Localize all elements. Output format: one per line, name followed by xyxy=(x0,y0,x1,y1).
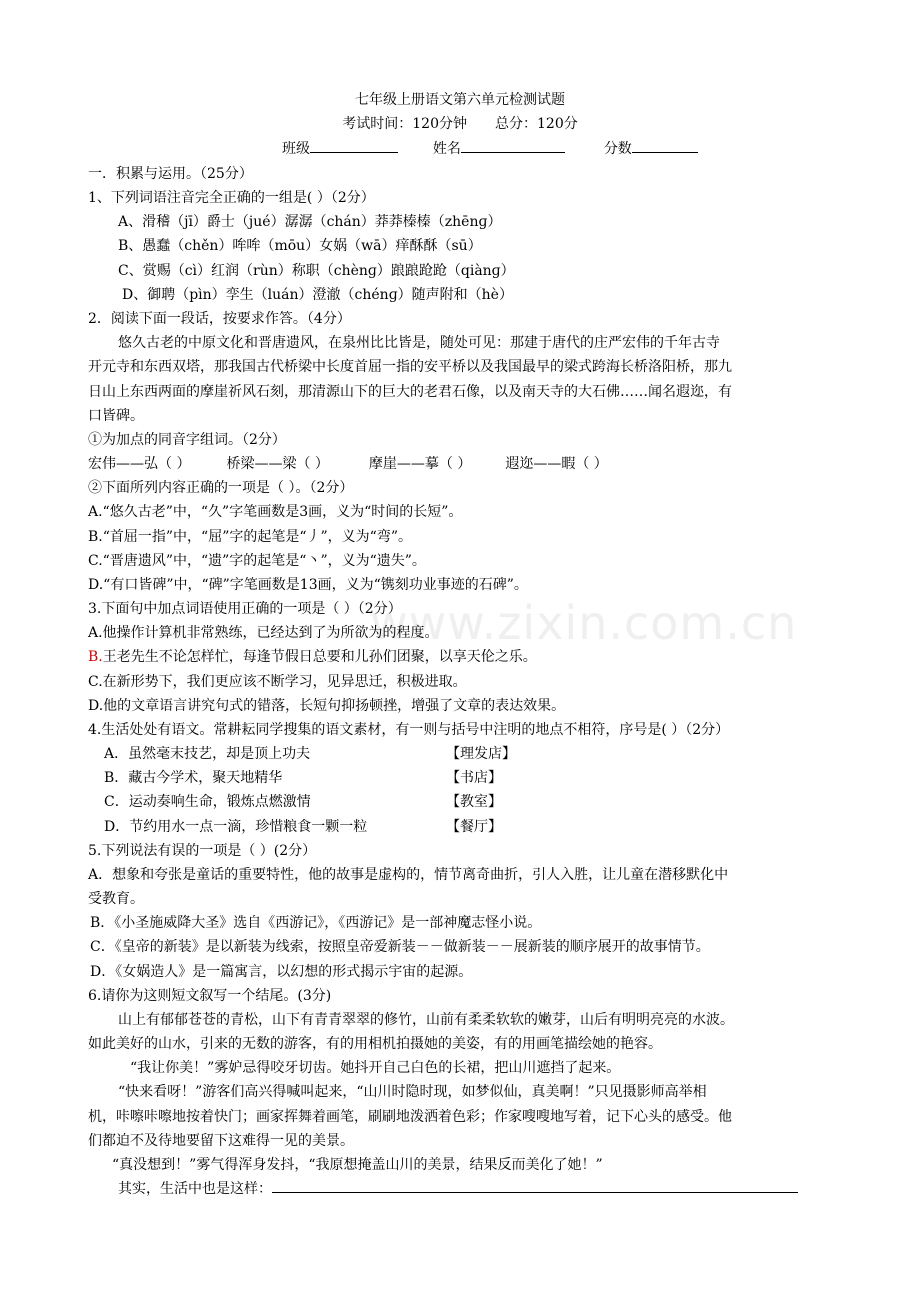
student-info-row xyxy=(282,137,850,161)
story-line: 山上有郁郁苍苍的青松，山下有青青翠翠的修竹，山前有柔柔软软的嫩芽，山后有明明亮亮的水波。 xyxy=(118,1012,734,1028)
question-4-option-b[interactable] xyxy=(104,766,850,790)
homophone-item[interactable]: 宏伟——弘（ ） xyxy=(88,456,191,472)
story-line: “快来看呀！”游客们高兴得喊叫起来，“山川时隐时现，如梦似仙，真美啊！”只见摄影师高举相 xyxy=(118,1084,707,1100)
class-label: 班级 xyxy=(282,141,310,157)
question-2-option-d[interactable]: D.“有口皆碑”中，“碑”字笔画数是13画，义为“镌刻功业事迹的石碑”。 xyxy=(88,577,528,593)
exam-total: 总分：120分 xyxy=(495,116,578,132)
question-1-stem: 1、下列词语注音完全正确的一组是( ）（2分） xyxy=(88,190,375,206)
option-text: A．虽然毫末技艺，却是顶上功夫 xyxy=(104,746,311,762)
question-1-option-b[interactable]: B、愚蠢（chěn）哞哞（mōu）女娲（wā）痒酥酥（sū） xyxy=(118,238,482,254)
question-5-option-a-cont: 受教育。 xyxy=(88,891,144,907)
ending-row xyxy=(118,1177,850,1201)
exam-time: 考试时间：120分钟 xyxy=(342,116,467,132)
option-text: 王老先生不论怎样忙，每逢节假日总要和儿孙们团聚，以享天伦之乐。 xyxy=(102,649,537,665)
question-3-option-d[interactable]: D.他的文章语言讲究句式的错落，长短句抑扬顿挫，增强了文章的表达效果。 xyxy=(88,698,566,714)
question-2-sub-1: ①为加点的同音字组词。（2分） xyxy=(88,432,286,448)
option-place: 【书店】 xyxy=(446,770,502,786)
passage-line: 开元寺和东西双塔，那我国古代桥梁中长度首屈一指的安平桥以及我国最早的梁式跨海长桥洛阳桥，那九 xyxy=(88,359,732,375)
exam-title: 七年级上册语文第六单元检测试题 xyxy=(355,92,565,108)
question-2-stem: 2．阅读下面一段话，按要求作答。（4分） xyxy=(88,311,351,327)
story-line: 们都迫不及待地要留下这难得一见的美景。 xyxy=(88,1133,354,1149)
name-label: 姓名 xyxy=(432,141,461,157)
question-2-option-c[interactable]: C.“晋唐遗风”中，“遗”字的起笔是“丶”，义为“遗失”。 xyxy=(88,553,426,569)
question-5-stem: 5.下列说法有误的一项是（ ）(2分） xyxy=(88,843,317,859)
option-text: B．藏古今学术，聚天地精华 xyxy=(104,770,283,786)
question-4-option-a[interactable] xyxy=(104,742,850,766)
question-1-option-d[interactable]: D、御聘（pìn）孪生（luán）澄澈（chénɡ）随声附和（hè） xyxy=(122,287,513,303)
passage-line: 口皆碑。 xyxy=(88,408,144,424)
question-6-stem: 6.请你为这则短文叙写一个结尾。(3分) xyxy=(88,988,332,1004)
question-5-option-b[interactable]: B．《小圣施威降大圣》选自《西游记》，《西游记》是一部神魔志怪小说。 xyxy=(90,915,542,931)
question-5-option-c[interactable]: C．《皇帝的新装》是以新装为线索，按照皇帝爱新装－－做新装－－展新装的顺序展开的故事情节。 xyxy=(90,939,710,955)
ending-answer-blank[interactable] xyxy=(272,1177,798,1193)
class-blank[interactable] xyxy=(310,137,398,153)
name-blank[interactable] xyxy=(461,137,565,153)
option-place: 【餐厅】 xyxy=(446,819,502,835)
story-line: “真没想到！”雾气得浑身发抖，“我原想掩盖山川的美景，结果反而美化了她！” xyxy=(112,1157,603,1173)
watermark: www.zixin.com.cn xyxy=(370,596,798,650)
section-heading: 一．积累与运用。（25分） xyxy=(88,166,253,182)
option-place: 【教室】 xyxy=(446,794,502,810)
homophone-item[interactable]: 摩崖——摹（ ） xyxy=(368,456,472,472)
exam-meta xyxy=(0,112,920,136)
score-blank[interactable] xyxy=(632,137,698,153)
question-3-option-c[interactable]: C.在新形势下，我们更应该不断学习，见异思迁，积极进取。 xyxy=(88,674,467,690)
passage-line: 悠久古老的中原文化和晋唐遗风，在泉州比比皆是，随处可见：那建于唐代的庄严宏伟的千年古寺 xyxy=(118,335,720,351)
question-4-option-c[interactable] xyxy=(104,790,850,814)
question-3-option-b[interactable] xyxy=(88,645,850,669)
option-text: D．节约用水一点一滴，珍惜粮食一颗一粒 xyxy=(104,819,368,835)
question-1-option-a[interactable]: A、滑稽（jī）爵士（jué）潺潺（chán）莽莽榛榛（zhēnɡ） xyxy=(118,214,502,230)
story-line: 如此美好的山水，引来的无数的游客，有的用相机拍摄她的美姿，有的用画笔描绘她的艳容。 xyxy=(88,1036,662,1052)
question-5-option-a[interactable]: A．想象和夸张是童话的重要特性，他的故事是虚构的，情节离奇曲折，引人入胜，让儿童在潜移默化中 xyxy=(88,867,729,883)
question-4-stem: 4.生活处处有语文。常耕耘同学搜集的语文素材，有一则与括号中注明的地点不相符，序号是( ）（2分） xyxy=(88,722,730,738)
question-1-option-c[interactable]: C、赏赐（cì）红润（rùn）称职（chènɡ）踉踉跄跄（qiànɡ） xyxy=(118,263,515,279)
question-3-stem: 3.下面句中加点词语使用正确的一项是（ ）（2分） xyxy=(88,601,402,617)
question-2-sub-2: ②下面所列内容正确的一项是（ ）。（2分） xyxy=(88,480,354,496)
homophone-item[interactable]: 桥梁——梁（ ） xyxy=(226,456,329,472)
passage-line: 日山上东西两面的摩崖祈风石刻，那清源山下的巨大的老君石像，以及南天寺的大石佛……闻名遐迩，有 xyxy=(88,384,732,400)
score-label: 分数 xyxy=(603,141,632,157)
option-text: C．运动奏响生命，锻炼点燃激情 xyxy=(104,794,311,810)
question-2-option-b[interactable]: B.“首屈一指”中，“屈”字的起笔是“丿”，义为“弯”。 xyxy=(88,529,412,545)
option-place: 【理发店】 xyxy=(446,746,516,762)
question-4-option-d[interactable] xyxy=(104,815,850,839)
question-2-sub-1-items xyxy=(88,452,850,476)
question-3-option-a[interactable]: A.他操作计算机非常熟练，已经达到了为所欲为的程度。 xyxy=(88,625,439,641)
question-5-option-d[interactable]: D．《女娲造人》是一篇寓言，以幻想的形式揭示宇宙的起源。 xyxy=(90,964,473,980)
ending-prompt: 其实，生活中也是这样： xyxy=(118,1181,272,1197)
story-line: “我让你美！”雾妒忌得咬牙切齿。她抖开自己白色的长裙，把山川遮挡了起来。 xyxy=(130,1060,621,1076)
option-letter-b: B. xyxy=(88,649,103,665)
question-2-option-a[interactable]: A.“悠久古老”中，“久”字笔画数是3画，义为“时间的长短”。 xyxy=(88,504,463,520)
story-line: 机，咔嚓咔嚓地按着快门；画家挥舞着画笔，刷刷地泼洒着色彩；作家嗖嗖地写着，记下心头的感受。他 xyxy=(88,1109,732,1125)
homophone-item[interactable]: 遐迩——暇（ ） xyxy=(505,456,608,472)
